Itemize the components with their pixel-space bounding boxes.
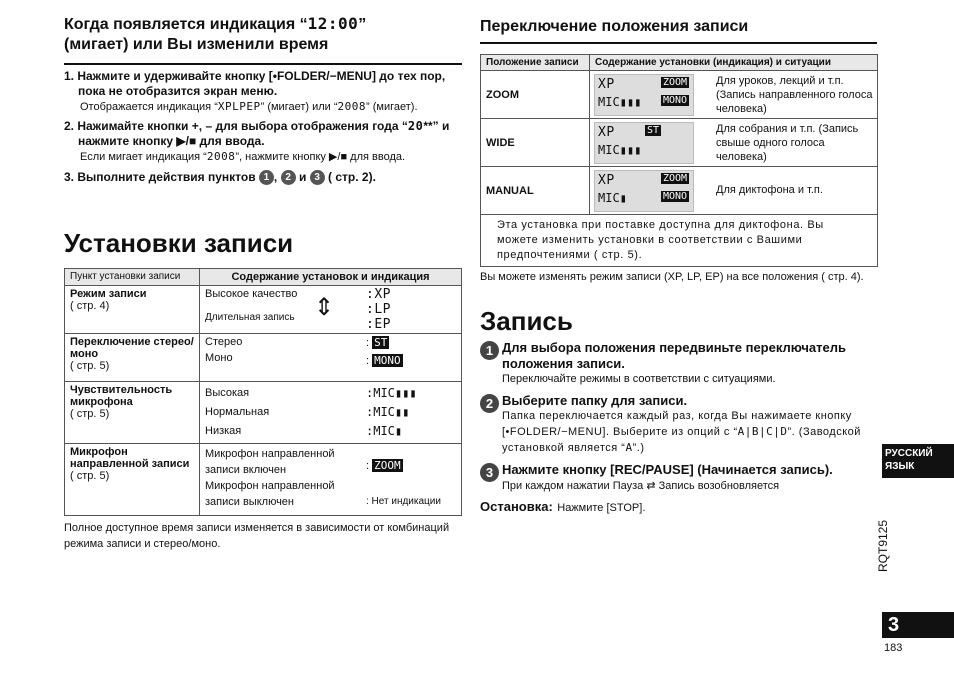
clock-lcd: 12:00: [307, 14, 359, 33]
step-number-1: 1: [259, 170, 274, 185]
table-row: Микрофон направленной записи ( стр. 5) Микрофон направленной записи включен Микрофон направленной записи выключен : ZOOM : Нет индикации: [65, 444, 462, 516]
language-tab: РУССКИЙ ЯЗЫК: [882, 444, 954, 478]
step3-title: 3. Выполните действия пунктов 1 , 2 и 3 ( стр. 2).: [64, 170, 376, 184]
lcd-display: XP MIC▮▮▮ ST: [594, 122, 694, 164]
step-number-3: 3: [310, 170, 325, 185]
divider: [64, 63, 462, 65]
divider: [480, 42, 877, 44]
zoom-icon: ZOOM: [374, 459, 401, 472]
table-row: Режим записи ( стр. 4) Высокое качество Длительная запись ⇕ :XP :LP :EP: [65, 286, 462, 334]
step2-text: Если мигает индикация “2008”, нажмите кнопку ▶/■ для ввода.: [80, 150, 406, 163]
step-number-3: 3: [480, 463, 499, 482]
switch-heading: Переключение положения записи: [480, 18, 749, 35]
table-header-content: Содержание установок и индикация: [200, 269, 462, 286]
xp-note: Вы можете изменять режим записи (XP, LP, EP) на все положения ( стр. 4).: [480, 271, 864, 283]
section-title: Установки записи: [64, 228, 294, 258]
stop-text: Нажмите [STOP].: [557, 502, 646, 514]
position-content-header: Содержание установки (индикация) и ситуации: [590, 55, 878, 71]
mono-icon: MONO: [374, 354, 401, 367]
step2-title: 2. Нажимайте кнопки +, – для выбора отображения года “20**” и нажмите кнопку ▶/■ для ввода.: [64, 119, 450, 148]
record-steps: 1 Для выбора положения передвиньте переключатель положения записи. Переключайте режимы в соответствии с ситуациями. 2 Выберите папку для записи. Папка переключается каждый раз, когда Вы нажимаете кнопку [•FOLDER/−MENU]. Выберите из опций с “A|B|C|D”. (Заводской установкой является “A”.) 3 Нажмите кнопку [REC/PAUSE] (Начинается запись). При каждом нажатии Пауза ⇄ Запись возобновляется Остановка: Нажмите [STOP].: [480, 340, 861, 514]
updown-arrow-icon: ⇕: [314, 294, 335, 321]
position-header: Положение записи: [481, 55, 590, 71]
note-text: Полное доступное время записи изменяется в зависимости от комбинаций режима записи и стерео/моно.: [64, 522, 450, 550]
no-indication: : Нет индикации: [366, 496, 441, 507]
mic-sensitivity-icons: :MIC▮▮▮ :MIC▮▮ :MIC▮: [366, 386, 417, 438]
lcd-display: XP MIC▮▮▮ ZOOM MONO: [594, 74, 694, 116]
lcd-display: XP MIC▮ ZOOM MONO: [594, 170, 694, 212]
step1-text: Отображается индикация “XPLPEP” (мигает) или “2008” (мигает).: [80, 100, 418, 113]
settings-table: [64, 268, 462, 516]
clock-steps: [64, 69, 462, 185]
step-number-2: 2: [281, 170, 296, 185]
record-title: Запись: [480, 306, 573, 336]
model-number: RQT9125: [876, 519, 890, 572]
step-number-2: 2: [480, 394, 499, 413]
page-number: 3: [882, 612, 954, 638]
table-row: ZOOM XP MIC▮▮▮ ZOOM MONO Для уроков, лекций и т.п. (Запись направленного голоса человека): [481, 71, 878, 119]
table-row: Переключение стерео/моно ( стр. 5) Стерео Моно : ST : MONO: [65, 334, 462, 382]
table-row: MANUAL XP MIC▮ ZOOM MONO Для диктофона и т.п.: [481, 167, 878, 215]
page-small: 183: [884, 642, 903, 654]
step-number-1: 1: [480, 341, 499, 360]
position-table: [480, 54, 878, 267]
mode-indicators: :XP :LP :EP: [366, 287, 391, 332]
st-icon: ST: [374, 336, 388, 349]
table-row: WIDE XP MIC▮▮▮ ST Для собрания и т.п. (Запись свыше одного голоса человека): [481, 119, 878, 167]
manual-note: Эта установка при поставке доступна для диктофона. Вы можете изменить установки в соответствии с Вашими предпочтениями ( стр. 5).: [481, 215, 878, 267]
step1-title: 1. Нажмите и удерживайте кнопку [•FOLDER/−MENU] до тех пор, пока не отобразится экран меню.: [64, 69, 446, 98]
table-row: Чувствительность микрофона ( стр. 5) Высокая Нормальная Низкая :MIC▮▮▮ :MIC▮▮ :MIC▮: [65, 382, 462, 444]
table-header-item: Пункт установки записи: [65, 269, 200, 286]
clock-heading: Когда появляется индикация “12:00” (мигает) или Вы изменили время: [64, 14, 367, 53]
stop-label: Остановка:: [480, 499, 553, 514]
